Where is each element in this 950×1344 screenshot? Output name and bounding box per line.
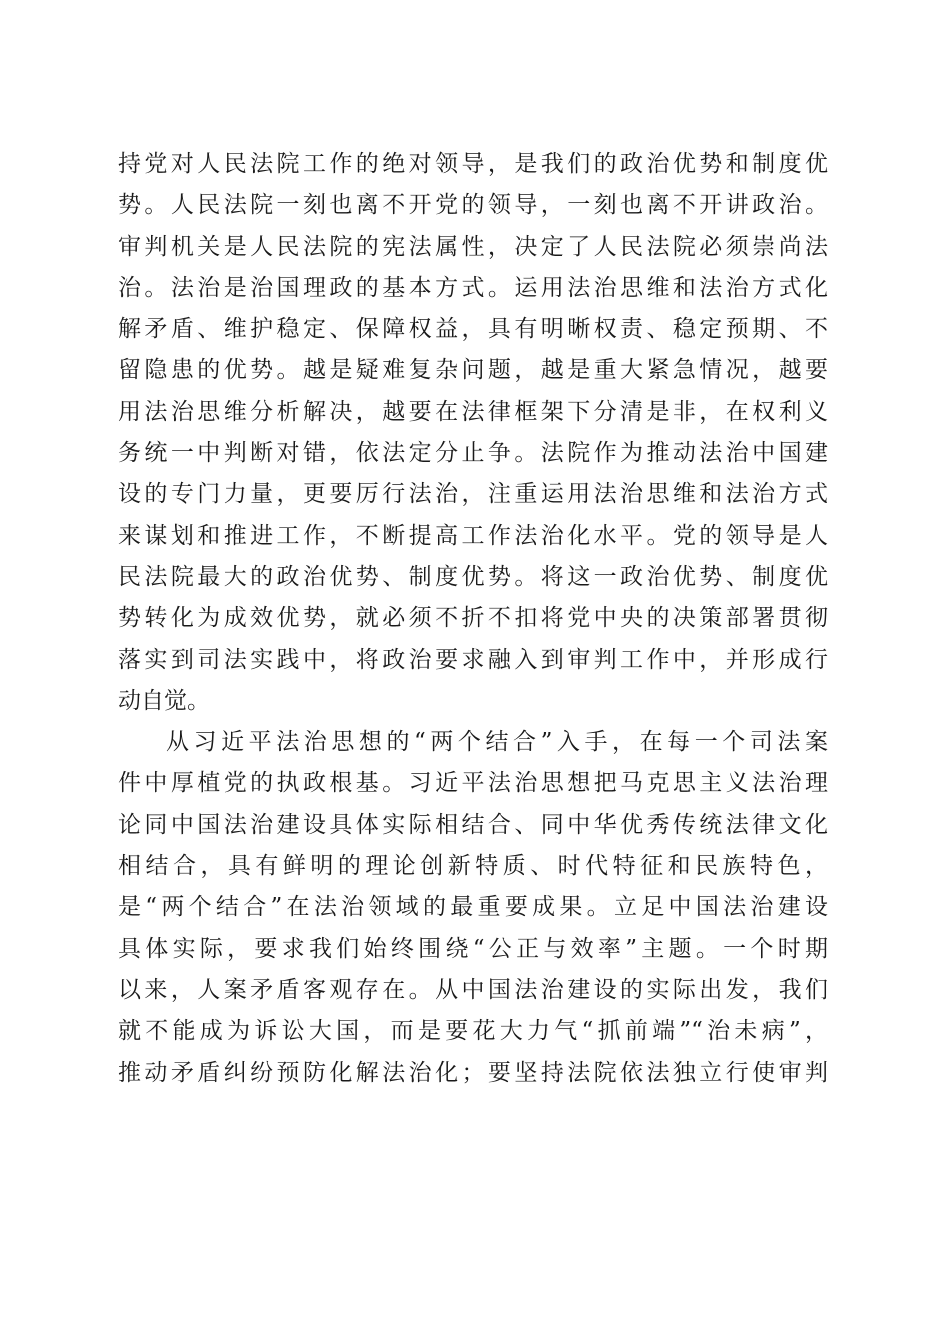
text-line: 从习近平法治思想的“两个结合”入手，在每一个司法案	[166, 729, 828, 756]
text-line: 落实到司法实践中，将政治要求融入到审判工作中，并形成行	[118, 646, 828, 673]
text-line: 审判机关是人民法院的宪法属性，决定了人民法院必须崇尚法	[118, 233, 828, 260]
text-line: 就不能成为诉讼大国，而是要花大力气“抓前端”“治未病”，	[118, 1018, 828, 1045]
text-line: 解矛盾、维护稳定、保障权益，具有明晰权责、稳定预期、不	[118, 316, 828, 343]
text-line: 势转化为成效优势，就必须不折不扣将党中央的决策部署贯彻	[118, 605, 828, 632]
body-text	[118, 144, 828, 1094]
text-line: 动自觉。	[118, 687, 210, 714]
text-line: 相结合，具有鲜明的理论创新特质、时代特征和民族特色，	[118, 853, 828, 880]
text-line: 来谋划和推进工作，不断提高工作法治化水平。党的领导是人	[118, 522, 828, 549]
text-line: 势。人民法院一刻也离不开党的领导，一刻也离不开讲政治。	[118, 192, 828, 219]
paragraph-1	[118, 144, 828, 722]
text-line: 务统一中判断对错，依法定分止争。法院作为推动法治中国建	[118, 440, 828, 467]
text-line: 是“两个结合”在法治领域的最重要成果。立足中国法治建设	[118, 894, 828, 921]
text-line: 论同中国法治建设具体实际相结合、同中华优秀传统法律文化	[118, 811, 828, 838]
text-line: 具体实际，要求我们始终围绕“公正与效率”主题。一个时期	[118, 935, 828, 962]
text-line: 件中厚植党的执政根基。习近平法治思想把马克思主义法治理	[118, 770, 828, 797]
text-line: 留隐患的优势。越是疑难复杂问题，越是重大紧急情况，越要	[118, 357, 828, 384]
text-line: 用法治思维分析解决，越要在法律框架下分清是非，在权利义	[118, 398, 828, 425]
text-line: 设的专门力量，更要厉行法治，注重运用法治思维和法治方式	[118, 481, 828, 508]
text-line: 持党对人民法院工作的绝对领导，是我们的政治优势和制度优	[118, 151, 828, 177]
text-line: 以来，人案矛盾客观存在。从中国法治建设的实际出发，我们	[118, 976, 828, 1003]
paragraph-2	[118, 722, 828, 1094]
text-line: 民法院最大的政治优势、制度优势。将这一政治优势、制度优	[118, 563, 828, 590]
text-line: 治。法治是治国理政的基本方式。运用法治思维和法治方式化	[118, 274, 828, 301]
text-line: 推动矛盾纠纷预防化解法治化；要坚持法院依法独立行使审判	[118, 1059, 828, 1086]
